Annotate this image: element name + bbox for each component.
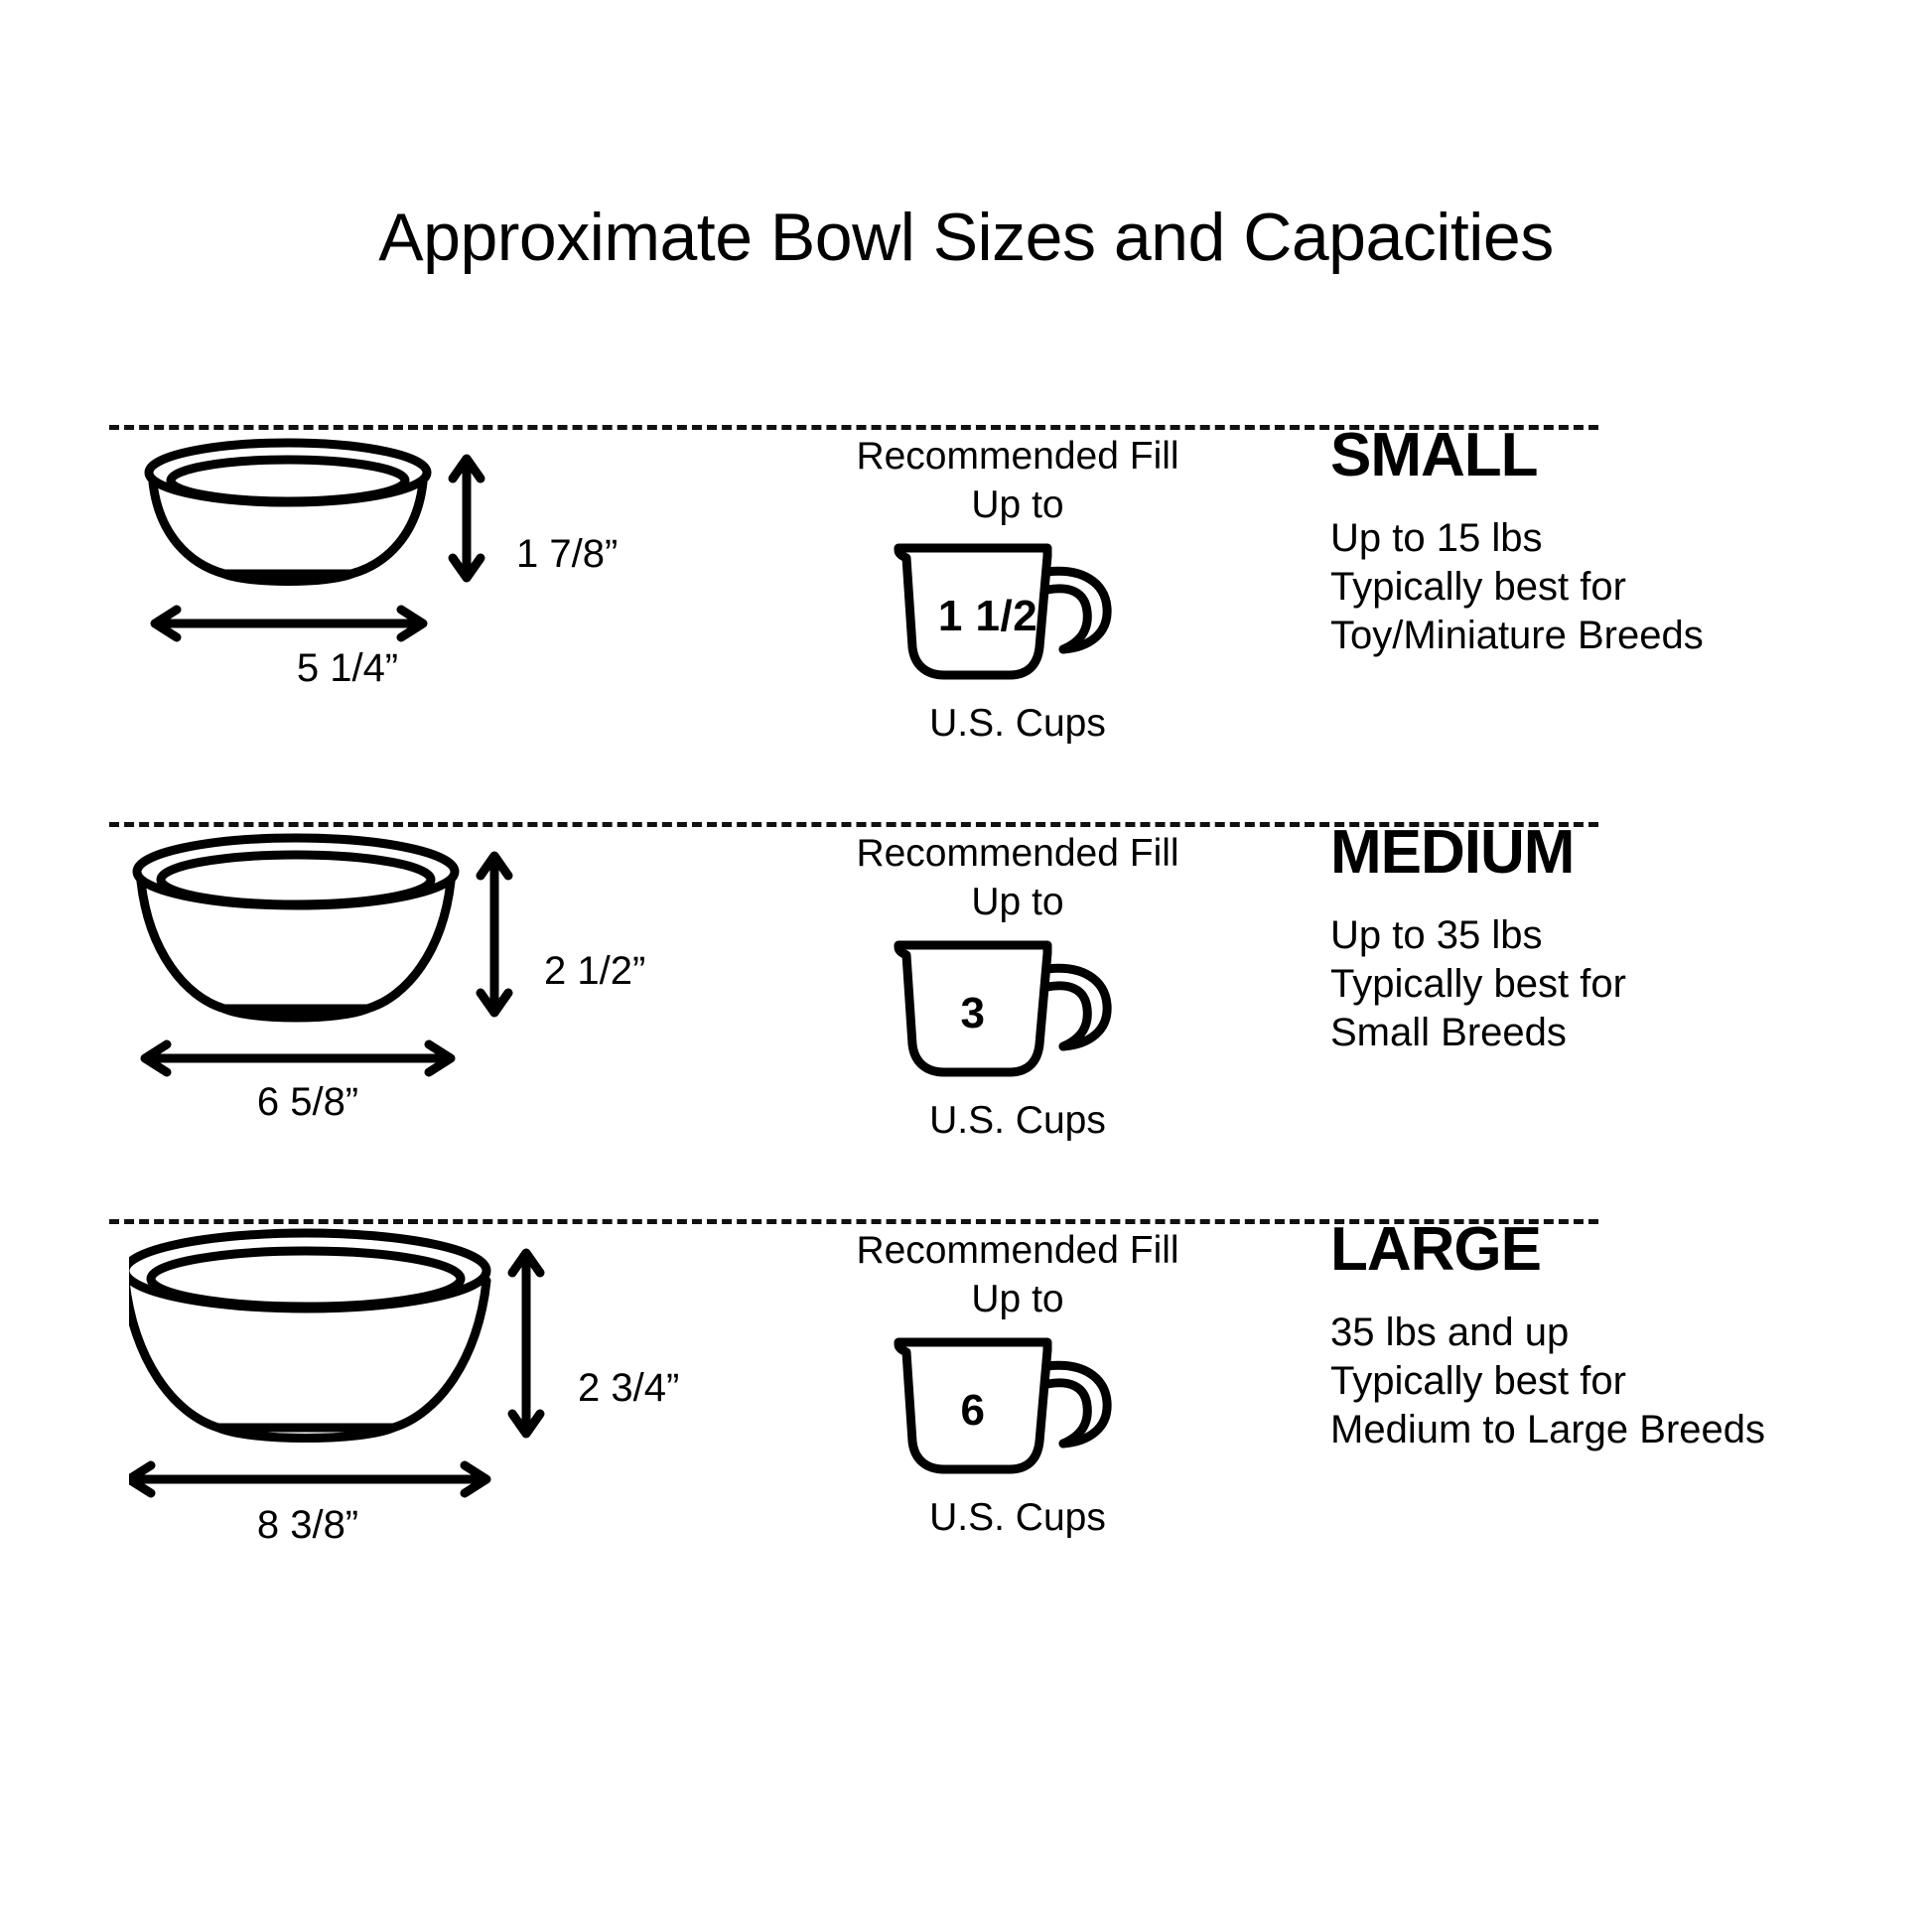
fill-amount-small: 1 1/2: [937, 591, 1038, 640]
weight-range-small: Up to 15 lbs: [1330, 516, 1543, 560]
fill-amount-large: 6: [960, 1385, 986, 1435]
breeds-medium: Small Breeds: [1330, 1010, 1567, 1054]
fill-column-large: [784, 1219, 1251, 1616]
weight-range-medium: Up to 35 lbs: [1330, 913, 1543, 957]
bowl-icon-medium: [129, 822, 755, 1124]
height-arrow-medium: [481, 856, 508, 1013]
measuring-cup-wrap-large: [784, 1324, 1251, 1498]
fill-heading-line1-large: Recommended Fill: [856, 1229, 1179, 1272]
width-arrow-large: [129, 1465, 486, 1493]
fill-heading-line1-medium: Recommended Fill: [856, 832, 1179, 875]
fill-column-medium: [784, 822, 1251, 1219]
measuring-cup-icon-medium: [869, 927, 1167, 1091]
height-arrow-small: [453, 459, 481, 578]
measuring-cup-wrap-medium: [784, 927, 1251, 1101]
breeds-large: Medium to Large Breeds: [1330, 1407, 1766, 1451]
best-for-large: Typically best for: [1330, 1358, 1626, 1403]
size-title-medium: MEDIUM: [1330, 818, 1575, 887]
bowl-height-label-large: 2 3/4”: [578, 1366, 680, 1410]
info-column-medium: [1330, 818, 1886, 1056]
best-for-small: Typically best for: [1330, 564, 1626, 609]
width-arrow-small: [155, 610, 423, 637]
bowl-height-label-medium: 2 1/2”: [544, 949, 646, 993]
row-small: [0, 421, 1932, 822]
size-title-large: LARGE: [1330, 1215, 1541, 1284]
bowl-height-label-small: 1 7/8”: [516, 532, 619, 576]
fill-heading-line2-large: Up to: [971, 1277, 1064, 1320]
size-title-small: SMALL: [1330, 421, 1538, 489]
measuring-cup-wrap-small: [784, 530, 1251, 704]
fill-heading-line2-small: Up to: [971, 483, 1064, 526]
width-arrow-medium: [145, 1044, 451, 1072]
bowl-illustration-small: [129, 425, 755, 822]
breeds-small: Toy/Miniature Breeds: [1330, 613, 1704, 657]
fill-footer-small: U.S. Cups: [929, 701, 1106, 745]
weight-range-large: 35 lbs and up: [1330, 1311, 1570, 1354]
bowl-diameter-label-medium: 6 5/8”: [256, 1080, 359, 1124]
measuring-cup-icon-large: [869, 1324, 1167, 1488]
fill-amount-medium: 3: [960, 988, 986, 1037]
best-for-medium: Typically best for: [1330, 961, 1626, 1006]
row-large: [0, 1215, 1932, 1616]
bowl-diameter-label-small: 5 1/4”: [296, 646, 399, 690]
bowl-illustration-medium: [129, 822, 755, 1219]
fill-column-small: [784, 425, 1251, 822]
fill-footer-medium: U.S. Cups: [929, 1098, 1106, 1142]
bowl-diameter-label-large: 8 3/8”: [256, 1503, 359, 1547]
height-arrow-large: [512, 1253, 540, 1434]
row-medium: [0, 818, 1932, 1219]
info-column-large: [1330, 1215, 1886, 1453]
fill-heading-line2-medium: Up to: [971, 880, 1064, 923]
info-column-small: [1330, 421, 1886, 659]
fill-footer-large: U.S. Cups: [929, 1495, 1106, 1539]
page-title: Approximate Bowl Sizes and Capacities: [378, 200, 1554, 275]
fill-heading-line1-small: Recommended Fill: [856, 435, 1179, 478]
bowl-illustration-large: [129, 1219, 755, 1616]
